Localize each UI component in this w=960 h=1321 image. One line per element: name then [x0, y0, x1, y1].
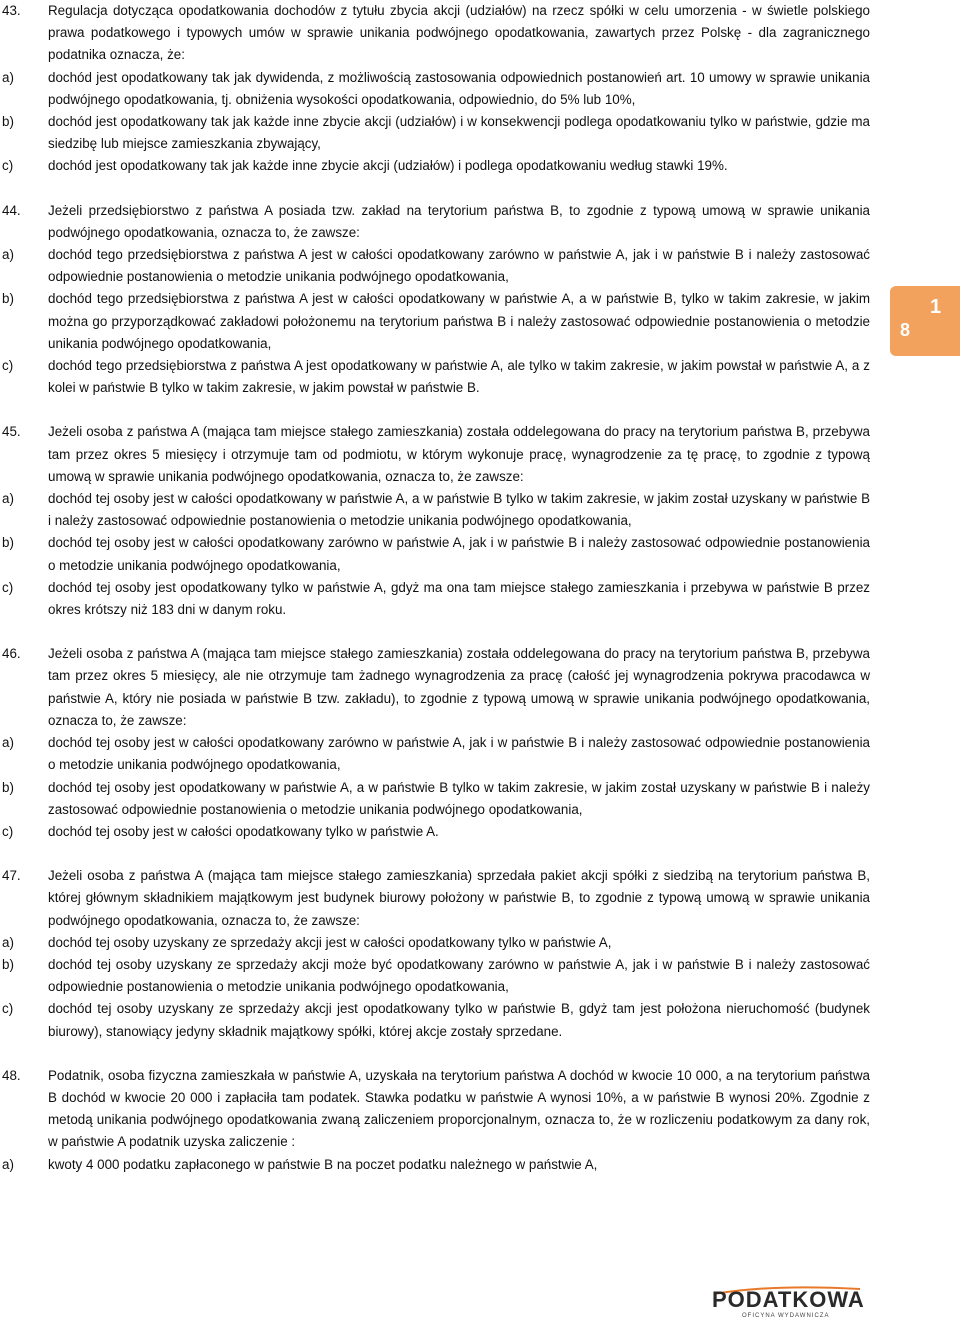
option-label: a)	[2, 247, 14, 263]
option-text: dochód tego przedsiębiorstwa z państwa A jest w całości opodatkowany zarówno w państwie A, jak i w państwie B i należy zastosować odpowiednie postanowienia o metodzie unikania podwójnego opodatkowania,	[48, 247, 870, 285]
option-label: b)	[2, 291, 14, 307]
question-number: 46.	[2, 646, 21, 662]
question-number: 48.	[2, 1067, 21, 1083]
option-text: dochód tej osoby jest w całości opodatkowany zarówno w państwie A, jak i w państwie B i należy zastosować odpowiednie postanowienia o metodzie unikania podwójnego opodatkowania,	[48, 535, 870, 573]
option-text: dochód jest opodatkowany tak jak każde inne zbycie akcji (udziałów) i podlega opodatkowaniu według stawki 19%.	[48, 158, 728, 174]
option-text: dochód tej osoby uzyskany ze sprzedaży akcji jest w całości opodatkowany tylko w państwie A,	[48, 934, 612, 950]
option-text: dochód jest opodatkowany tak jak dywidenda, z możliwością zastosowania odpowiednich postanowień art. 10 umowy w sprawie unikania podwójnego opodatkowania, tj. obniżenia wysokości opodatkowania, odpowiednio, do 5% lub 10%,	[48, 69, 870, 107]
option-label: c)	[2, 823, 14, 839]
option-text: dochód tej osoby jest opodatkowany tylko w państwie A, gdyż ma ona tam miejsce stałego zamieszkania i przebywa w państwie B przez okres krótszy niż 183 dni w danym roku.	[48, 579, 870, 618]
option-text: dochód tej osoby jest w całości opodatkowany w państwie A, a w państwie B tylko w takim zakresie, w jakim został uzyskany w państwie B i należy zastosować odpowiednie postanowienia o metodzie unikania podwójnego opodatkowania,	[48, 491, 870, 529]
question-text: Jeżeli osoba z państwa A (mająca tam miejsce stałego zamieszkania) została oddelegowana do pracy na terytorium państwa B, przebywa tam przez okres 5 miesięcy i otrzymuje tam od podmiotu, w którym wykonuje pracę, wynagrodzenie za tę pracę, to zgodnie z typową umową w sprawie unikania podwójnego opodatkowania, oznacza to, że zawsze:	[48, 424, 870, 484]
question-number: 43.	[2, 3, 21, 18]
logo-subtitle: OFICYNA WYDAWNICZA	[742, 1313, 830, 1319]
question-46	[0, 643, 870, 843]
option-label: b)	[2, 779, 14, 795]
option-label: b)	[2, 535, 14, 551]
option-label: b)	[2, 956, 14, 972]
option-text: dochód tego przedsiębiorstwa z państwa A jest w całości opodatkowany w państwie A, a w państwie B, tylko w takim zakresie, w jakim można go przyporządkować zakładowi położonemu na terytorium państwa B i należy zastosować odpowiednie postanowienia o metodzie unikania podwójnego opodatkowania,	[48, 291, 870, 351]
question-number: 47.	[2, 868, 21, 884]
option-label: a)	[2, 1156, 14, 1172]
question-text: Regulacja dotycząca opodatkowania dochodów z tytułu zbycia akcji (udziałów) na rzecz spółki w celu umorzenia - w świetle polskiego prawa podatkowego i typowych umów w sprawie unikania podwójnego opodatkowania, zawartych przez Polskę - dla zagranicznego podatnika oznacza, że:	[48, 3, 870, 63]
option-text: dochód tej osoby jest w całości opodatkowany tylko w państwie A.	[48, 823, 439, 839]
option-text: kwoty 4 000 podatku zapłaconego w państwie B na poczet podatku należnego w państwie A,	[48, 1156, 598, 1172]
question-43	[0, 0, 870, 178]
option-text: dochód tego przedsiębiorstwa z państwa A jest opodatkowany w państwie A, ale tylko w takim zakresie, w jakim powstał w państwie A, a z kolei w państwie B tylko w takim zakresie, w jakim powstał w państwie B.	[48, 358, 870, 396]
option-text: dochód tej osoby jest w całości opodatkowany zarówno w państwie A, jak i w państwie B i należy zastosować odpowiednie postanowienia o metodzie unikania podwójnego opodatkowania,	[48, 735, 870, 773]
option-label: c)	[2, 358, 14, 374]
question-47	[0, 865, 870, 1043]
question-45	[0, 421, 870, 621]
question-44	[0, 200, 870, 400]
option-text: dochód tej osoby jest opodatkowany w państwie A, a w państwie B tylko w takim zakresie, w jakim został uzyskany w państwie B i należy zastosować odpowiednie postanowienia o metodzie unikania podwójnego opodatkowania,	[48, 779, 870, 817]
option-label: a)	[2, 491, 14, 507]
option-label: b)	[2, 114, 14, 130]
publisher-logo	[712, 1287, 865, 1321]
question-text: Jeżeli przedsiębiorstwo z państwa A posiada tzw. zakład na terytorium państwa B, to zgodnie z typową umową w sprawie unikania podwójnego opodatkowania, oznacza to, że zawsze:	[48, 202, 870, 240]
option-text: dochód jest opodatkowany tak jak każde inne zbycie akcji (udziałów) i w konsekwencji podlega opodatkowaniu tylko w państwie, gdzie ma siedzibę lub miejsce zamieszkania zbywający,	[48, 114, 870, 152]
option-label: c)	[2, 579, 14, 595]
question-48	[0, 1065, 870, 1176]
question-text: Podatnik, osoba fizyczna zamieszkała w państwie A, uzyskała na terytorium państwa A dochód w kwocie 10 000, a na terytorium państwa B dochód w kwocie 20 000 i zapłaciła tam podatek. Stawka podatku w państwie A wynosi 10%, a w państwie B wynosi 20%. Zgodnie z metodą unikania podwójnego opodatkowania zwaną zaliczeniem proporcjonalnym, oznacza to, że w rozliczeniu podatkowym za dany rok, w państwie A podatnik uzyska zaliczenie :	[48, 1067, 870, 1150]
question-text: Jeżeli osoba z państwa A (mająca tam miejsce stałego zamieszkania) została oddelegowana do pracy na terytorium państwa B, przebywa tam przez okres 5 miesięcy, ale nie otrzymuje tam żadnego wynagrodzenia za pracę (całość jej wynagrodzenia pokrywa pracodawca w państwie A, który nie posiada w państwie B tzw. zakładu), to zgodnie z typową umową w sprawie unikania podwójnego opodatkowania, oznacza to, że zawsze:	[48, 646, 870, 728]
page-number-badge	[890, 286, 960, 356]
option-label: a)	[2, 735, 14, 751]
page-number: 1	[930, 296, 942, 318]
option-label: c)	[2, 158, 14, 174]
question-number: 45.	[2, 424, 21, 440]
option-text: dochód tej osoby uzyskany ze sprzedaży akcji jest opodatkowany tylko w państwie B, gdyż tam jest położona nieruchomość (budynek biurowy), stanowiący jedyny składnik majątkowy spółki, której akcje zostały sprzedane.	[48, 1001, 870, 1039]
question-text: Jeżeli osoba z państwa A (mająca tam miejsce stałego zamieszkania) sprzedała pakiet akcji spółki z siedzibą na terytorium państwa B, której głównym składnikiem majątkowym jest budynek biurowy położony w państwie B, to zgodnie z typową umową w sprawie unikania podwójnego opodatkowania, oznacza to, że zawsze:	[48, 868, 870, 928]
question-number: 44.	[2, 202, 21, 218]
page-number-sub: 8	[900, 320, 911, 340]
option-label: a)	[2, 69, 14, 85]
logo-wordmark: PODATKOWA	[712, 1287, 865, 1312]
option-text: dochód tej osoby uzyskany ze sprzedaży akcji może być opodatkowany zarówno w państwie A, jak i w państwie B i należy zastosować odpowiednie postanowienia o metodzie unikania podwójnego opodatkowania,	[48, 956, 870, 995]
option-label: a)	[2, 934, 14, 950]
option-label: c)	[2, 1001, 14, 1017]
